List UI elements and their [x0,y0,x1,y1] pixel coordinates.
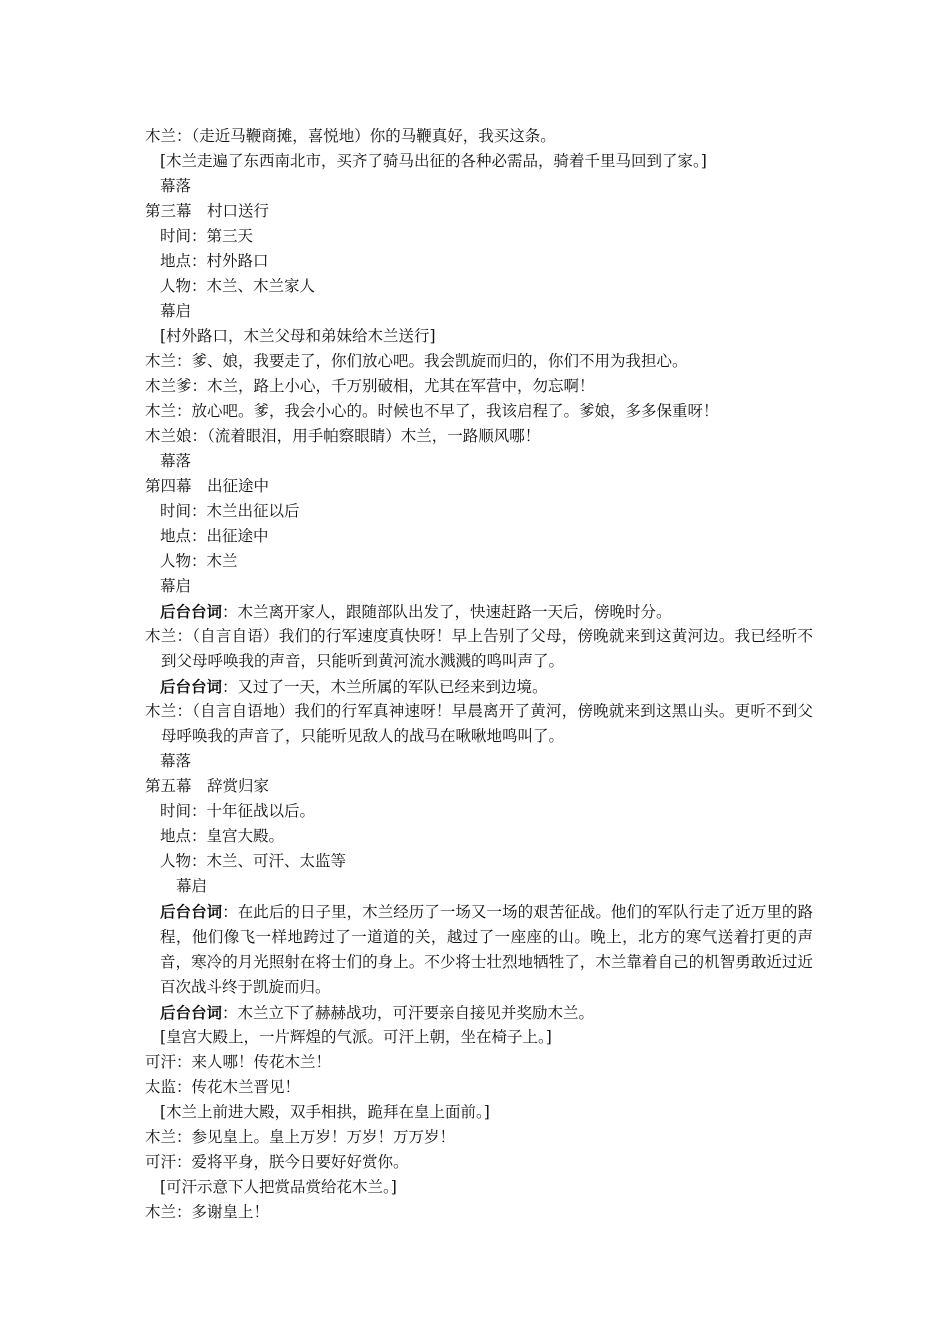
dialogue-line: 木兰：参见皇上。皇上万岁！万岁！万万岁！ [145,1128,456,1146]
act-heading: 第三幕 村口送行 [145,202,270,220]
curtain-falls: 幕落 [160,752,192,770]
curtain-rises: 幕启 [160,302,192,320]
scene-time: 时间：十年征战以后。 [160,802,316,820]
dialogue-line: 木兰：放心吧。爹，我会小心的。时候也不早了，我该启程了。爹娘，多多保重呀！ [145,402,719,420]
dialogue-line: 木兰：多谢皇上！ [145,1203,270,1221]
scene-place: 地点：皇宫大殿。 [160,827,285,845]
offstage-line [145,1000,813,1025]
offstage-label: 后台台词 [160,902,223,921]
scene-time: 时间：木兰出征以后 [160,502,300,520]
curtain-rises: 幕启 [160,577,192,595]
offstage-line [145,674,813,699]
curtain-falls: 幕落 [160,177,192,195]
act-heading: 第五幕 辞赏归家 [145,777,270,795]
curtain-rises: 幕启 [176,877,208,895]
offstage-line [145,899,813,1000]
dialogue-line: 木兰：（自言自语地）我们的行军真神速呀！早晨离开了黄河，傍晚就来到这黑山头。更听不到父母呼唤我的声音了，只能听见敌人的战马在啾啾地鸣叫了。 [145,702,813,745]
dialogue-line: 可汗：来人哪！传花木兰！ [145,1053,332,1071]
stage-direction: [村外路口，木兰父母和弟妹给木兰送行] [160,327,436,345]
offstage-text: ：又过了一天，木兰所属的军队已经来到边境。 [222,678,548,696]
scene-characters: 人物：木兰、木兰家人 [160,277,316,295]
offstage-text: ：在此后的日子里，木兰经历了一场又一场的艰苦征战。他们的军队行走了近万里的路程，他们像飞一样地跨过了一道道的关，越过了一座座的山。晚上，北方的寒气送着打更的声音，寒冷的月光照射在将士们的身上。不少将士壮烈地牺牲了，木兰靠着自己的机智勇敢近过近百次战斗终于凯旋而归。 [160,903,813,996]
curtain-falls: 幕落 [160,452,192,470]
dialogue-line: 木兰：（走近马鞭商摊，喜悦地）你的马鞭真好，我买这条。 [145,127,556,145]
offstage-label: 后台台词 [160,677,223,696]
act-heading: 第四幕 出征途中 [145,477,270,495]
scene-characters: 人物：木兰 [160,552,238,570]
dialogue-line: 可汗：爱将平身，朕今日要好好赏你。 [145,1153,409,1171]
dialogue-line: 木兰：爹、娘，我要走了，你们放心吧。我会凯旋而归的，你们不用为我担心。 [145,352,688,370]
offstage-label: 后台台词 [160,602,223,621]
dialogue-line: 木兰：（自言自语）我们的行军速度真快呀！早上告别了父母，傍晚就来到这黄河边。我已经听不到父母呼唤我的声音，只能听到黄河流水溅溅的鸣叫声了。 [145,627,813,670]
offstage-text: ：木兰离开家人，跟随部队出发了，快速赶路一天后，傍晚时分。 [222,603,672,621]
dialogue-line: 木兰爹：木兰，路上小心，千万别破相，尤其在军营中，勿忘啊！ [145,377,595,395]
stage-direction: [可汗示意下人把赏品赏给花木兰。] [160,1178,397,1196]
offstage-text: ：木兰立下了赫赫战功，可汗要亲自接见并奖励木兰。 [222,1004,595,1022]
scene-place: 地点：出征途中 [160,527,269,545]
scene-time: 时间：第三天 [160,227,254,245]
scene-place: 地点：村外路口 [160,252,269,270]
script-page [145,124,813,1225]
offstage-label: 后台台词 [160,1003,223,1022]
offstage-line [145,599,813,624]
scene-characters: 人物：木兰、可汗、太监等 [160,852,347,870]
stage-direction: [木兰上前进大殿，双手相拱，跪拜在皇上面前。] [160,1103,490,1121]
dialogue-line: 太监：传花木兰晋见！ [145,1078,301,1096]
stage-direction: [皇宫大殿上，一片辉煌的气派。可汗上朝，坐在椅子上。] [160,1028,552,1046]
dialogue-line: 木兰娘：（流着眼泪，用手帕察眼睛）木兰，一路顺风哪！ [145,427,541,445]
stage-direction: [木兰走遍了东西南北市，买齐了骑马出征的各种必需品，骑着千里马回到了家。] [160,152,707,170]
